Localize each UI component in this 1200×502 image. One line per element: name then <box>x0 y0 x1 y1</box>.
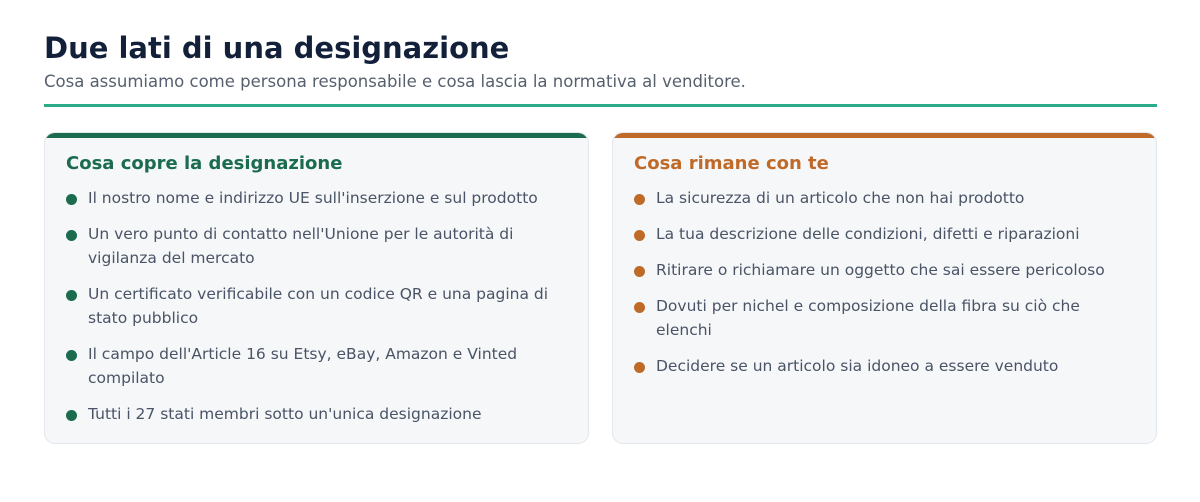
list-item-text: Un certificato verificabile con un codice QR e una pagina di stato pubblico <box>88 285 549 327</box>
list-item <box>66 402 566 426</box>
list-item-text: Il campo dell'Article 16 su Etsy, eBay, Amazon e Vinted compilato <box>88 345 518 387</box>
page-subtitle: Cosa assumiamo come persona responsabile e cosa lascia la normativa al venditore. <box>44 72 746 91</box>
bullet-icon <box>634 362 645 373</box>
covered-card-accent-bar <box>45 133 588 138</box>
bullet-icon <box>66 290 77 301</box>
list-item <box>66 342 566 390</box>
list-item <box>634 258 1134 282</box>
page-header <box>44 28 1157 94</box>
remains-list <box>634 186 1134 390</box>
list-item-text: Decidere se un articolo sia idoneo a essere venduto <box>656 357 1059 375</box>
list-item <box>634 222 1134 246</box>
header-divider <box>44 104 1157 107</box>
bullet-icon <box>634 194 645 205</box>
bullet-icon <box>66 350 77 361</box>
list-item-text: Tutti i 27 stati membri sotto un'unica designazione <box>88 405 482 423</box>
list-item-text: Dovuti per nichel e composizione della fibra su ciò che elenchi <box>656 297 1080 339</box>
list-item-text: La tua descrizione delle condizioni, difetti e riparazioni <box>656 225 1080 243</box>
list-item <box>66 282 566 330</box>
list-item <box>634 294 1134 342</box>
list-item-text: Un vero punto di contatto nell'Unione per le autorità di vigilanza del mercato <box>88 225 514 267</box>
bullet-icon <box>66 194 77 205</box>
bullet-icon <box>66 230 77 241</box>
page-title: Due lati di una designazione <box>44 31 510 65</box>
list-item <box>66 222 566 270</box>
remains-card <box>612 132 1157 444</box>
bullet-icon <box>634 266 645 277</box>
remains-card-title: Cosa rimane con te <box>634 153 829 174</box>
covered-card <box>44 132 589 444</box>
covered-list <box>66 186 566 438</box>
bullet-icon <box>634 302 645 313</box>
remains-card-accent-bar <box>613 133 1156 138</box>
list-item-text: La sicurezza di un articolo che non hai prodotto <box>656 189 1025 207</box>
list-item-text: Ritirare o richiamare un oggetto che sai essere pericoloso <box>656 261 1105 279</box>
bullet-icon <box>66 410 77 421</box>
list-item <box>634 186 1134 210</box>
list-item <box>66 186 566 210</box>
bullet-icon <box>634 230 645 241</box>
covered-card-title: Cosa copre la designazione <box>66 153 343 174</box>
list-item-text: Il nostro nome e indirizzo UE sull'inserzione e sul prodotto <box>88 189 538 207</box>
list-item <box>634 354 1134 378</box>
